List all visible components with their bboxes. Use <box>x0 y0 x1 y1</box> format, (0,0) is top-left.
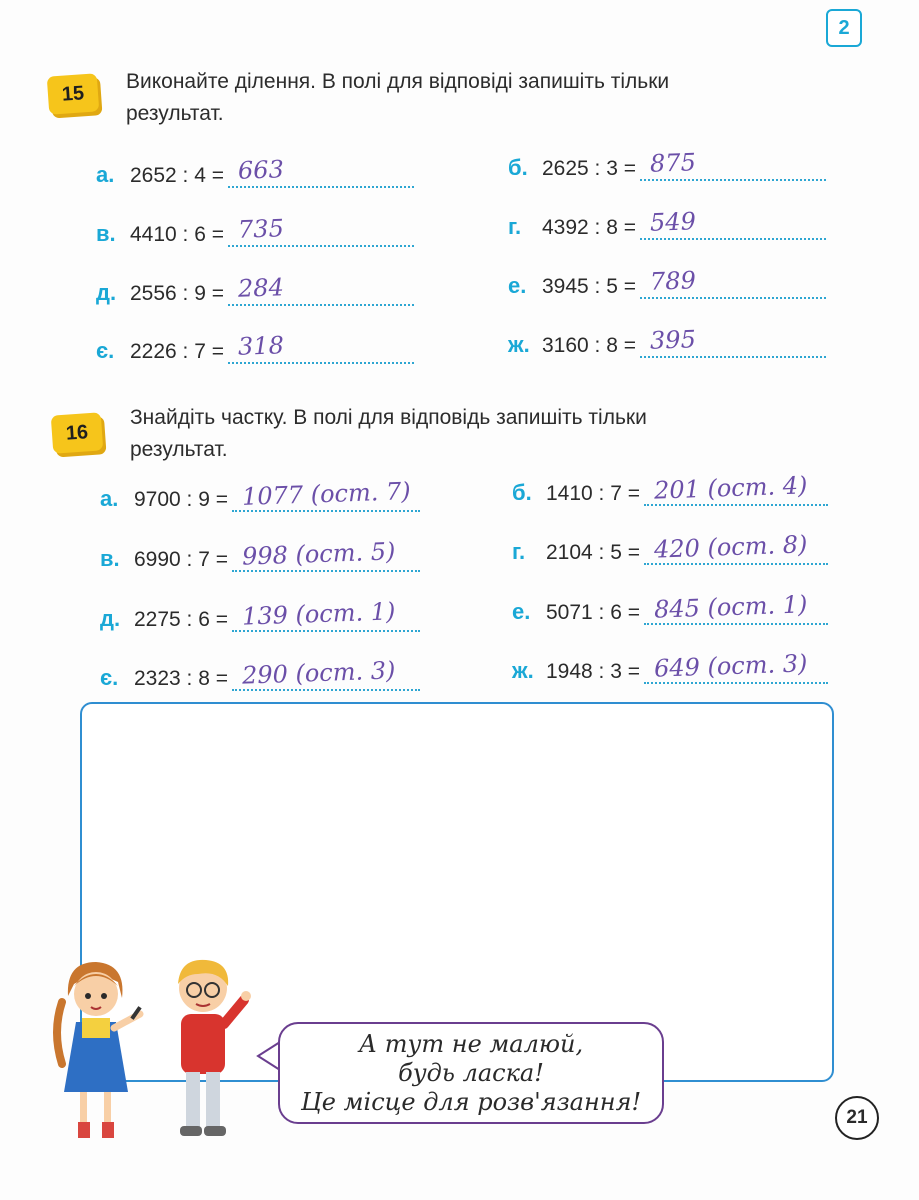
answer-field[interactable] <box>640 149 826 181</box>
page-number: 21 <box>835 1096 879 1140</box>
exercise-expression: 2556 : 9 = <box>130 282 224 305</box>
exercise-letter: г. <box>508 214 522 239</box>
exercise-expression: 5071 : 6 = <box>546 601 640 624</box>
exercise-expression: 4392 : 8 = <box>542 216 636 239</box>
answer-field[interactable] <box>644 590 828 625</box>
exercise-expression: 4410 : 6 = <box>130 223 224 246</box>
exercise-16-zh <box>512 648 828 684</box>
handwritten-answer: 1077 (ост. 7) <box>241 477 412 511</box>
exercise-expression: 2323 : 8 = <box>134 667 228 690</box>
task-15-instruction-line2: результат. <box>126 102 224 125</box>
task-16-instruction-line1: Знайдіть частку. В полі для відповідь запишіть тільки <box>130 406 647 429</box>
task-16-instruction <box>130 402 770 466</box>
handwritten-answer: 290 (ост. 3) <box>241 656 396 690</box>
exercise-expression: 2652 : 4 = <box>130 164 224 187</box>
exercise-15-ye <box>96 328 414 364</box>
handwritten-answer: 735 <box>237 214 285 244</box>
exercise-expression: 1410 : 7 = <box>546 482 640 505</box>
task-16-badge: 16 <box>51 412 104 453</box>
answer-field[interactable] <box>640 326 826 358</box>
answer-field[interactable] <box>640 267 826 299</box>
speech-bubble-line3: Це місце для розв'язання! <box>300 1087 642 1116</box>
answer-field[interactable] <box>640 208 826 240</box>
exercise-letter: д. <box>100 606 121 631</box>
exercise-letter: в. <box>100 546 120 571</box>
handwritten-answer: 284 <box>237 273 285 303</box>
speech-bubble <box>278 1022 664 1124</box>
exercise-16-b <box>512 470 828 506</box>
answer-field[interactable] <box>232 477 420 512</box>
answer-field[interactable] <box>644 649 828 684</box>
handwritten-answer: 663 <box>237 155 285 185</box>
handwritten-answer: 789 <box>649 266 697 296</box>
exercise-15-b <box>508 145 826 181</box>
handwritten-answer: 395 <box>649 325 697 355</box>
girl-figure <box>57 962 142 1138</box>
exercise-letter: а. <box>100 486 119 511</box>
answer-field[interactable] <box>232 537 420 572</box>
exercise-expression: 1948 : 3 = <box>546 660 640 683</box>
exercise-15-h <box>508 204 826 240</box>
exercise-16-e <box>512 589 828 625</box>
handwritten-answer: 318 <box>237 331 285 361</box>
exercise-15-d <box>96 270 414 306</box>
exercise-16-v <box>100 536 420 572</box>
handwritten-answer: 649 (ост. 3) <box>653 649 808 683</box>
exercise-16-d <box>100 596 420 632</box>
boy-figure <box>178 960 251 1136</box>
exercise-expression: 6990 : 7 = <box>134 548 228 571</box>
handwritten-answer: 549 <box>649 207 697 237</box>
speech-bubble-line1: А тут не малюй, <box>358 1029 584 1058</box>
exercise-letter: ж. <box>508 332 530 357</box>
answer-field[interactable] <box>232 597 420 632</box>
exercise-16-ye <box>100 655 420 691</box>
exercise-16-a <box>100 476 420 512</box>
handwritten-answer: 420 (ост. 8) <box>653 530 808 564</box>
exercise-letter: ж. <box>512 658 534 683</box>
exercise-16-h <box>512 529 828 565</box>
handwritten-answer: 845 (ост. 1) <box>653 590 808 624</box>
exercise-letter: б. <box>512 480 532 505</box>
task-15-instruction <box>126 66 766 130</box>
answer-field[interactable] <box>232 656 420 691</box>
exercise-letter: є. <box>96 338 115 363</box>
exercise-expression: 2275 : 6 = <box>134 608 228 631</box>
exercise-expression: 3160 : 8 = <box>542 334 636 357</box>
answer-field[interactable] <box>228 332 414 364</box>
exercise-letter: б. <box>508 155 528 180</box>
exercise-15-v <box>96 211 414 247</box>
exercise-expression: 9700 : 9 = <box>134 488 228 511</box>
answer-field[interactable] <box>228 215 414 247</box>
handwritten-answer: 875 <box>649 148 697 178</box>
exercise-letter: е. <box>508 273 527 298</box>
handwritten-answer: 201 (ост. 4) <box>653 471 808 505</box>
task-15-badge: 15 <box>47 73 100 114</box>
kids-illustration <box>48 952 258 1147</box>
exercise-letter: а. <box>96 162 115 187</box>
speech-bubble-line2: будь ласка! <box>398 1058 544 1087</box>
exercise-letter: є. <box>100 665 119 690</box>
exercise-expression: 2104 : 5 = <box>546 541 640 564</box>
exercise-expression: 3945 : 5 = <box>542 275 636 298</box>
answer-field[interactable] <box>644 471 828 506</box>
exercise-letter: е. <box>512 599 531 624</box>
handwritten-answer: 139 (ост. 1) <box>241 597 396 631</box>
exercise-expression: 2625 : 3 = <box>542 157 636 180</box>
exercise-letter: в. <box>96 221 116 246</box>
exercise-15-e <box>508 263 826 299</box>
exercise-15-zh <box>508 322 826 358</box>
exercise-expression: 2226 : 7 = <box>130 340 224 363</box>
task-16-instruction-line2: результат. <box>130 438 228 461</box>
exercise-letter: г. <box>512 539 526 564</box>
handwritten-answer: 998 (ост. 5) <box>241 537 396 571</box>
answer-field[interactable] <box>228 274 414 306</box>
answer-field[interactable] <box>644 530 828 565</box>
answer-field[interactable] <box>228 156 414 188</box>
task-15-instruction-line1: Виконайте ділення. В полі для відповіді запишіть тільки <box>126 70 670 93</box>
page-tag: 2 <box>826 9 862 47</box>
exercise-15-a <box>96 152 414 188</box>
exercise-letter: д. <box>96 280 117 305</box>
